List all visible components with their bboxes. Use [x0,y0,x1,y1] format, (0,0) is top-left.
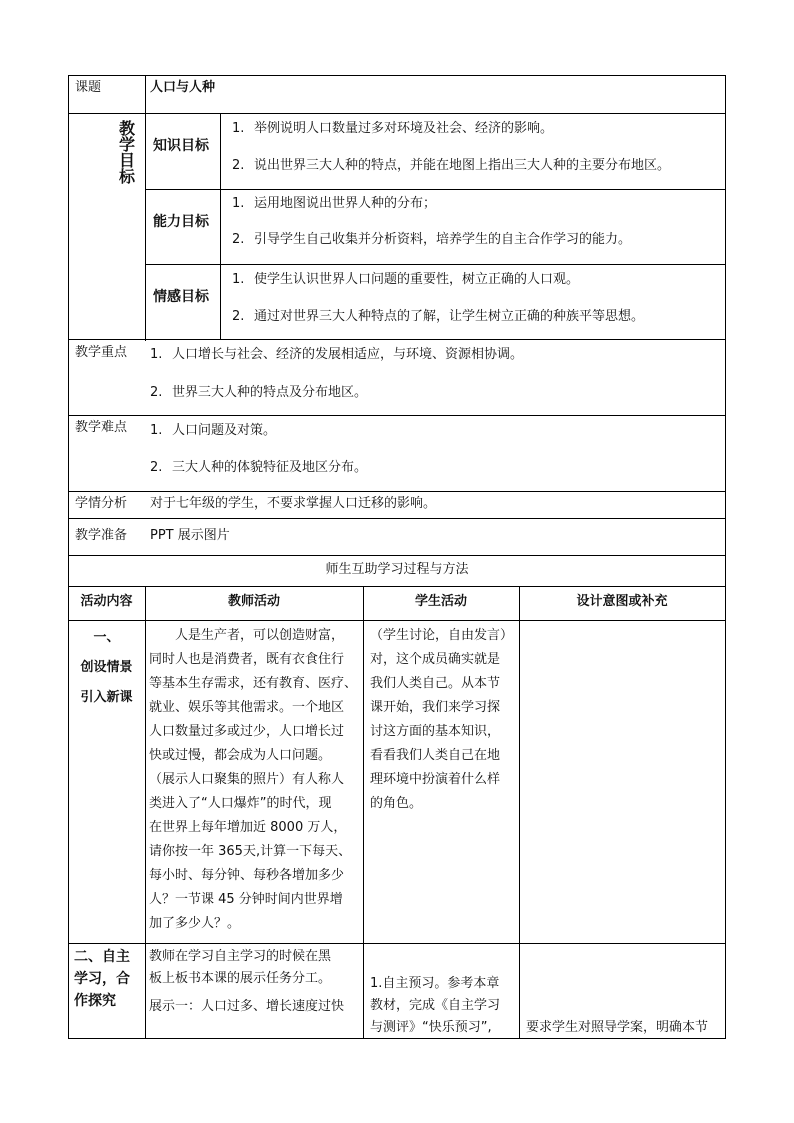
item-text: 世界三大人种的特点及分布地区。 [172,385,368,400]
text-line: 展示一：人口过多、增长速度过快 [149,999,345,1014]
activity1-label [68,623,145,713]
activity-label-line: 一、 [93,630,120,645]
grid-line [68,75,69,1039]
ability-goal-label: 能力目标 [153,214,209,230]
item-number: 1. [232,196,245,211]
activity-label-line: 学习，合 [74,971,130,987]
grid-line [145,264,726,265]
text-line: 对，这个成员确实就是 [370,652,501,667]
knowledge-goal-label: 知识目标 [153,138,209,154]
item-number: 2. [232,309,245,324]
grid-line [68,75,726,76]
key-point-item [150,385,367,401]
activity2-student-text [370,973,500,1039]
item-number: 1. [150,423,163,438]
text-line: 请你按一年 365天,计算一下每天、 [149,844,352,859]
item-number: 2. [150,385,163,400]
item-text: 举例说明人口数量过多对环境及社会、经济的影响。 [254,121,554,136]
grid-line [145,75,146,341]
text-line: 人？一节课 45 分钟时间内世界增 [149,892,343,907]
ability-goal-item [232,196,436,212]
column-header: 活动内容 [80,594,133,609]
goals-label-char: 标 [118,167,135,186]
preparation-text: PPT 展示图片 [150,528,230,543]
item-number: 2. [232,158,245,173]
text-line: 在世界上每年增加近 8000 万人， [149,820,347,835]
text-line: 的角色。 [370,796,423,811]
grid-line [519,586,520,1039]
difficulty-item [150,460,367,476]
text-line: 教师在学习自主学习的时候在黑 [149,949,332,964]
emotion-goal-label: 情感目标 [153,289,209,305]
item-text: 引导学生自己收集并分析资料，培养学生的自主合作学习的能力。 [254,232,632,247]
activity1-teacher-text [149,624,357,936]
grid-line [145,586,146,1039]
item-number: 2. [232,232,245,247]
goals-vertical-label [117,121,137,185]
topic-value: 人口与人种 [150,80,216,95]
activity-label-line: 二、自主 [74,949,130,965]
column-header: 学生活动 [414,594,467,609]
text-line: 就业、娱乐等其他需求。一个地区 [149,700,345,715]
item-text: 通过对世界三大人种特点的了解，让学生树立正确的种族平等思想。 [254,309,645,324]
text-line: 快或过慢，都会成为人口问题。 [149,748,332,763]
preparation-label: 教学准备 [75,528,128,543]
goals-label-char: 学 [118,135,135,154]
grid-line [68,586,726,587]
grid-line [725,75,726,1039]
grid-line [220,113,221,340]
text-line: 类进入了“人口爆炸”的时代，现 [149,796,332,811]
grid-line [68,620,726,621]
ability-goal-item [232,232,631,248]
key-points-label: 教学重点 [75,345,128,360]
text-line: 看看我们人类自己在地 [370,748,501,763]
grid-line [68,415,726,416]
grid-line [68,943,726,944]
activity1-student-text [370,624,513,816]
item-number: 1. [232,121,245,136]
activity2-label [74,946,130,1012]
text-line: 我们人类自己。从本节 [370,676,501,691]
activity-label-line: 作探究 [74,993,116,1009]
key-point-item [150,347,523,363]
topic-label: 课题 [75,80,102,95]
item-text: 人口问题及对策。 [172,423,277,438]
process-title: 师生互助学习过程与方法 [325,562,469,577]
activity2-design-text: 要求学生对照导学案，明确本节 [526,1020,709,1035]
text-line: （展示人口聚集的照片）有人称人 [149,772,345,787]
text-line: 板上板书本课的展示任务分工。 [149,971,332,986]
grid-line [145,189,726,190]
grid-line [363,586,364,1039]
emotion-goal-item [232,309,644,325]
item-number: 1. [232,272,245,287]
text-line: 每小时、每分钟、每秒各增加多少 [149,868,345,883]
item-text: 使学生认识世界人口问题的重要性，树立正确的人口观。 [254,272,580,287]
item-text: 说出世界三大人种的特点，并能在地图上指出三大人种的主要分布地区。 [254,158,671,173]
grid-line [68,555,726,556]
text-line: 等基本生存需求，还有教育、医疗、 [149,676,358,691]
text-line: 1.自主预习。参考本章 [370,976,500,991]
column-header: 教师活动 [227,594,280,609]
knowledge-goal-item [232,121,553,137]
grid-line [68,491,726,492]
goals-label-char: 目 [118,151,135,170]
grid-line [68,518,726,519]
text-line: 讨这方面的基本知识， [370,724,501,739]
text-line: 人口数量过多或过少，人口增长过 [149,724,345,739]
text-line: 理环境中扮演着什么样 [370,772,501,787]
grid-line [68,339,726,340]
analysis-text: 对于七年级的学生，不要求掌握人口迁移的影响。 [150,496,437,511]
text-line: 课开始，我们来学习探 [370,700,501,715]
text-line: 与测评》“快乐预习”, [370,1020,492,1035]
knowledge-goal-item [232,158,670,174]
emotion-goal-item [232,272,579,288]
difficulty-item [150,423,276,439]
column-header: 设计意图或补充 [576,594,668,609]
item-text: 运用地图说出世界人种的分布； [254,196,437,211]
item-number: 1. [150,347,163,362]
grid-line [68,113,726,114]
item-text: 人口增长与社会、经济的发展相适应，与环境、资源相协调。 [172,347,524,362]
difficulties-label: 教学难点 [75,420,128,435]
activity-label-line: 创设情景 [80,660,133,675]
text-line: 同时人也是消费者，既有衣食住行 [149,652,345,667]
activity-label-line: 引入新课 [80,690,133,705]
text-line: 人是生产者，可以创造财富， [175,628,345,643]
text-line: 教材，完成《自主学习 [370,998,501,1013]
goals-label-char: 教 [118,119,135,138]
activity2-teacher-text [149,946,344,1018]
text-line: （学生讨论，自由发言） [370,628,514,643]
item-number: 2. [150,460,163,475]
item-text: 三大人种的体貌特征及地区分布。 [172,460,368,475]
analysis-label: 学情分析 [75,496,128,511]
text-line: 加了多少人？。 [149,916,241,931]
